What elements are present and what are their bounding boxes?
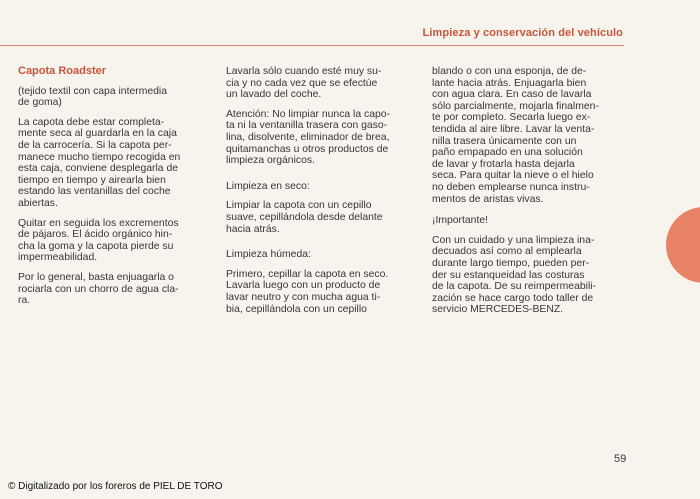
paragraph: Por lo general, basta enjuagarla o rociarla con un chorro de agua cla- ra. <box>18 271 179 307</box>
page-number: 59 <box>614 453 627 465</box>
dry-cleaning-heading: Limpieza en seco: <box>226 180 310 192</box>
column-right <box>432 66 632 324</box>
column-left <box>18 66 218 315</box>
important-heading: ¡Importante! <box>432 215 489 227</box>
paragraph: blando o con una esponja, de de- lante hacia atrás. Enjuagarla bien con agua clara. En caso de lavarla sólo parcialmente, mojarla finalmen- te por completo. Secarla luego ex- tendida al aire libre. Lavar la venta- nilla trasera únicamente con un paño empapado en una solución de lavar y frotarla hasta dejarla seca. Para quitar la nieve o el hielo no deben emplearse nunca instru- mentos de aristas vivas. <box>432 66 599 205</box>
paragraph: Primero, cepillar la capota en seco. Lavarla luego con un producto de lavar neutro y con mucha agua ti- bia, cepillándola con un cepillo <box>226 268 389 315</box>
column-middle <box>226 66 426 323</box>
wet-cleaning-heading: Limpieza húmeda: <box>226 249 311 261</box>
footer-credit: © Digitalizado por los foreros de PIEL DE TORO <box>8 481 223 492</box>
paragraph: Atención: No limpiar nunca la capo- ta ni la ventanilla trasera con gaso- lina, disolvente, eliminador de brea, quitamanchas u otros productos de limpieza orgánicos. <box>226 108 391 167</box>
paragraph: (tejido textil con capa intermedia de goma) <box>18 85 168 109</box>
page-header-title: Limpieza y conservación del vehículo <box>422 27 623 39</box>
paragraph: La capota debe estar completa- mente seca al guardarla en la caja de la carrocería. Si la capota per- manece mucho tiempo recogida en esta caja, conviene desplegarla de tiempo en tiempo y airearla bien estando las ventanillas del coche abiertas. <box>18 116 181 209</box>
section-title: Capota Roadster <box>18 65 107 77</box>
paragraph: Quitar en seguida los excrementos de pájaros. El ácido orgánico hin- cha la goma y la capota pierde su impermeabilidad. <box>18 217 179 264</box>
paragraph: Con un cuidado y una limpieza ina- decuados así como al emplearla durante largo tiempo, pueden per- der su estanqueidad las costuras de la capota. De su reimpermeabili- zación se hace cargo todo taller de servicio MERCEDES-BENZ. <box>432 234 597 316</box>
paragraph: Limpiar la capota con un cepillo suave, cepillándola desde delante hacia atrás. <box>226 200 383 235</box>
header-rule <box>0 45 624 46</box>
chapter-tab-marker <box>666 207 700 283</box>
paragraph: Lavarla sólo cuando esté muy su- cia y no cada vez que se efectúe un lavado del coche. <box>226 66 382 101</box>
